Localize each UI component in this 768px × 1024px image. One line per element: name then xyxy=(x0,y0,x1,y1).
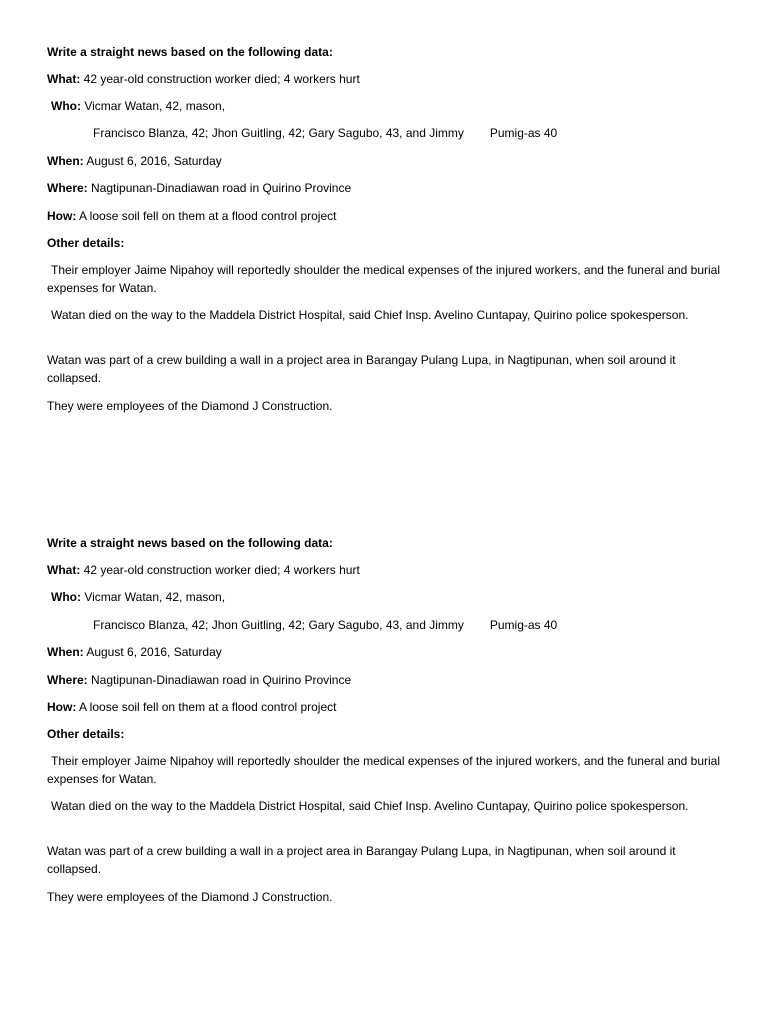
who-label: Who: xyxy=(51,590,81,604)
where-label: Where: xyxy=(47,673,88,687)
what-value: 42 year-old construction worker died; 4 workers hurt xyxy=(80,563,360,577)
other-details-label: Other details: xyxy=(47,727,125,741)
where-value: Nagtipunan-Dinadiawan road in Quirino Province xyxy=(87,181,352,195)
how-value: A loose soil fell on them at a flood control project xyxy=(76,700,337,714)
who-others-row xyxy=(93,124,557,142)
what-label: What: xyxy=(47,72,81,86)
who-value: Vicmar Watan, 42, mason, xyxy=(80,590,226,604)
who-others-b: Pumig-as 40 xyxy=(489,126,558,140)
who-others-a: Francisco Blanza, 42; Jhon Guitling, 42; Gary Sagubo, 43, and Jimmy xyxy=(93,126,464,140)
instruction-heading: Write a straight news based on the following data: xyxy=(47,45,333,59)
who-value: Vicmar Watan, 42, mason, xyxy=(80,99,226,113)
who-row xyxy=(51,588,225,606)
how-value: A loose soil fell on them at a flood control project xyxy=(76,209,337,223)
what-row xyxy=(47,561,360,579)
who-others-b: Pumig-as 40 xyxy=(489,618,558,632)
how-label: How: xyxy=(47,209,77,223)
who-others-a: Francisco Blanza, 42; Jhon Guitling, 42; Gary Sagubo, 43, and Jimmy xyxy=(93,618,464,632)
where-row xyxy=(47,179,351,197)
paragraph-employer: Their employer Jaime Nipahoy will reportedly shoulder the medical expenses of the injured workers, and the funeral and burial expenses for Watan. xyxy=(47,754,721,786)
other-details-label: Other details: xyxy=(47,236,125,250)
what-row xyxy=(47,70,360,88)
when-value: August 6, 2016, Saturday xyxy=(83,645,222,659)
where-row xyxy=(47,671,351,689)
what-label: What: xyxy=(47,563,81,577)
paragraph-crew: Watan was part of a crew building a wall in a project area in Barangay Pulang Lupa, in Nagtipunan, when soil around it collapsed. xyxy=(47,353,676,385)
paragraph-employees: They were employees of the Diamond J Construction. xyxy=(47,399,333,413)
where-value: Nagtipunan-Dinadiawan road in Quirino Province xyxy=(87,673,352,687)
who-label: Who: xyxy=(51,99,81,113)
when-label: When: xyxy=(47,645,84,659)
how-row xyxy=(47,698,336,716)
paragraph-crew: Watan was part of a crew building a wall in a project area in Barangay Pulang Lupa, in Nagtipunan, when soil around it collapsed. xyxy=(47,844,676,876)
when-row xyxy=(47,152,222,170)
paragraph-employees: They were employees of the Diamond J Construction. xyxy=(47,890,333,904)
how-row xyxy=(47,207,336,225)
when-row xyxy=(47,643,222,661)
paragraph-hospital: Watan died on the way to the Maddela District Hospital, said Chief Insp. Avelino Cuntapay, Quirino police spokesperson. xyxy=(51,799,689,813)
how-label: How: xyxy=(47,700,77,714)
instruction-heading: Write a straight news based on the following data: xyxy=(47,536,333,550)
when-label: When: xyxy=(47,154,84,168)
what-value: 42 year-old construction worker died; 4 workers hurt xyxy=(80,72,360,86)
who-others-row xyxy=(93,616,557,634)
paragraph-employer: Their employer Jaime Nipahoy will reportedly shoulder the medical expenses of the injured workers, and the funeral and burial expenses for Watan. xyxy=(47,263,721,295)
who-row xyxy=(51,97,225,115)
when-value: August 6, 2016, Saturday xyxy=(83,154,222,168)
paragraph-hospital: Watan died on the way to the Maddela District Hospital, said Chief Insp. Avelino Cuntapay, Quirino police spokesperson. xyxy=(51,308,689,322)
where-label: Where: xyxy=(47,181,88,195)
